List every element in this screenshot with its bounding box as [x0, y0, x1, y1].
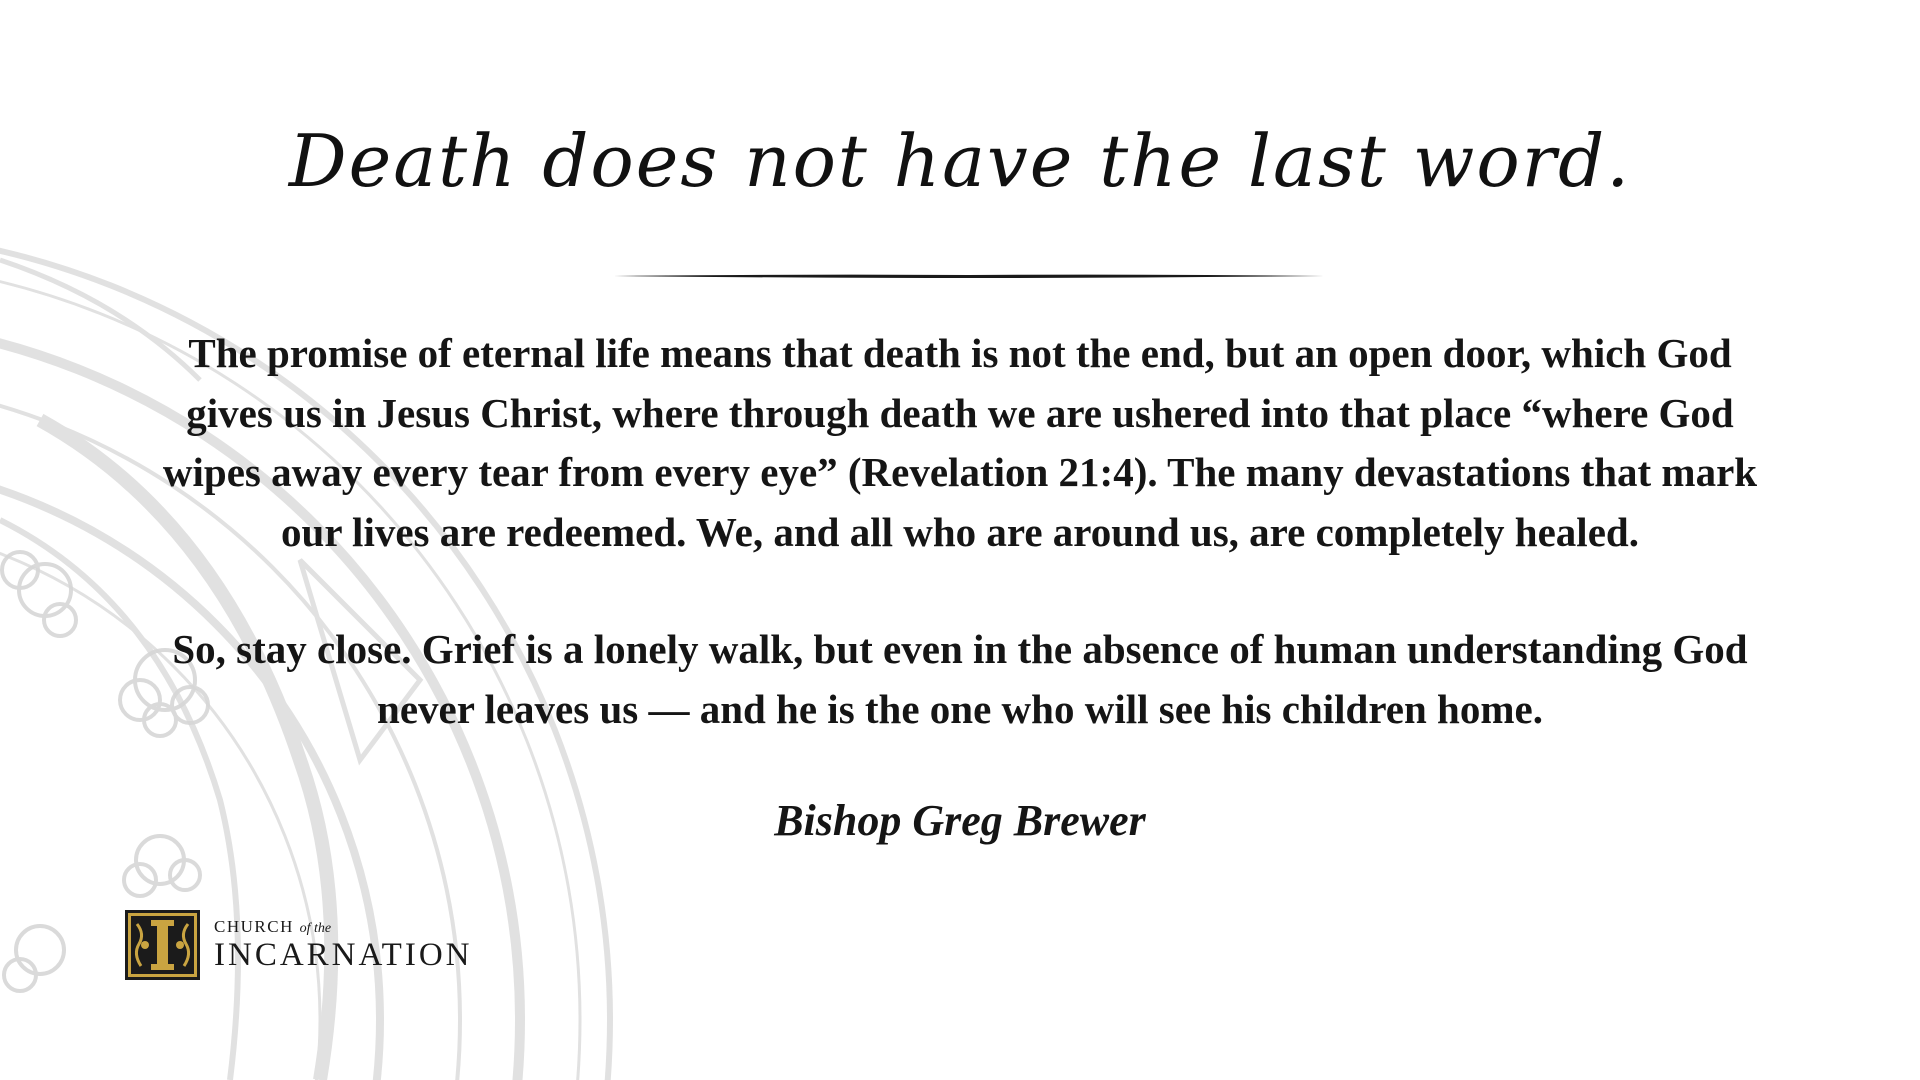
church-logo [125, 910, 473, 980]
quote-paragraph-2: So, stay close. Grief is a lonely walk, but even in the absence of human understanding God never leaves us — and he is the one who will see his children home. [172, 626, 1748, 732]
logo-church-text: CHURCH [214, 917, 294, 936]
logo-incarnation-text: INCARNATION [214, 937, 473, 973]
logo-mark-icon [125, 910, 200, 980]
divider-line [614, 272, 1324, 280]
page-title: Death does not have the last word. [288, 119, 1632, 203]
logo-of-the-text: of the [299, 921, 332, 936]
logo-line-1 [214, 918, 473, 938]
quote-paragraph-1: The promise of eternal life means that death is not the end, but an open door, which God gives us in Jesus Christ, where through death we are ushered into that place “where God wipes away every tear from every eye” (Revelation 21:4). The many devastations that mark our lives are redeemed. We, and all who are around us, are completely healed. [162, 330, 1758, 555]
author-signature: Bishop Greg Brewer [774, 796, 1146, 845]
logo-wordmark [214, 918, 473, 972]
